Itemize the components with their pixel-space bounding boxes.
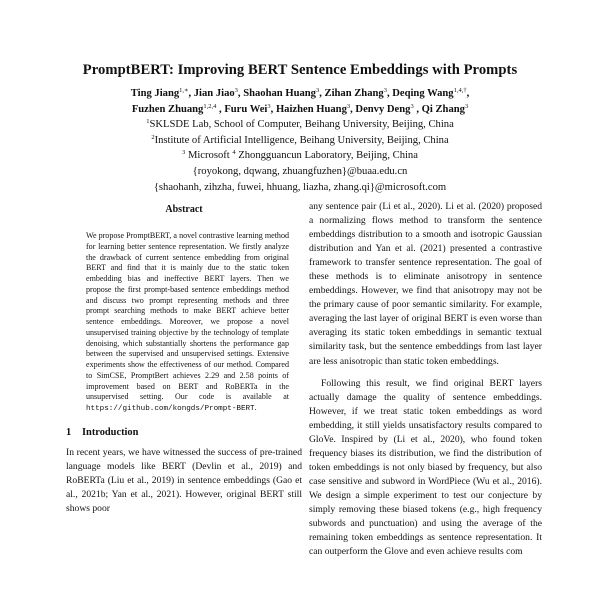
author-name: Zihan Zhang: [324, 88, 384, 99]
author-separator: ,: [270, 103, 276, 115]
author-affiliation-marker: 3: [410, 102, 414, 110]
body-paragraph-2: Following this result, we find original BERT layers actually damage the quality of sentence embeddings. However, if we treat static token embeddings as word embedding, it still yields unsatisfactory results compared to GloVe. Inspired by (Li et al., 2020), who found token frequency biases its distribution, we find the distribution of token embeddings is not only biased by frequency, but also case sensitive and subword in WordPiece (Wu et al., 2016). We design a simple experiment to test our conjecture by simply removing these biased tokens (e.g., high frequency subwords and punctuation) and using the average of the remaining token embeddings as sentence representation. It can outperform the Glove and even achieve results com: [309, 377, 542, 558]
body-paragraph-1: any sentence pair (Li et al., 2020). Li et al. (2020) proposed a normalizing flows method to transform the sentence embeddings distribution to a smooth and isotropic Gaussian distribution and Yan et al. (2021) presented a contrastive framework to transfer sentence representation. The goal of these methods is to eliminate anisotropy in sentence embeddings. However, we find that anisotropy may not be the primary cause of poor semantic similarity. For example, averaging the last layer of original BERT is even worse than averaging its static token embeddings in semantic textual similarity task, but the sentence embeddings from last layer are less anisotropic than static token embeddings.: [309, 201, 542, 367]
affiliation-text: Zhongguancun Laboratory, Beijing, China: [235, 150, 418, 162]
author-affiliation-marker: 1,∗: [179, 87, 189, 94]
affiliation-1: [40, 117, 560, 133]
author-affiliation-marker: 3: [267, 102, 271, 110]
author-separator: ,: [350, 103, 356, 115]
author-separator: ,: [237, 88, 244, 99]
author-separator: ,: [466, 88, 470, 99]
author-affiliation-marker: 3: [234, 87, 238, 94]
affiliation-3: [40, 148, 560, 164]
author-name: Jian Jiao: [193, 88, 235, 99]
author-separator: ,: [188, 88, 194, 99]
paper-title: PromptBERT: Improving BERT Sentence Embeddings with Prompts: [82, 62, 518, 78]
author-name: Deqing Wang: [392, 88, 454, 99]
abstract-end: .: [254, 403, 257, 413]
introduction-paragraph: In recent years, we have witnessed the success of pre-trained language models like BERT (Devlin et al., 2019) and RoBERTa (Liu et al., 2019) in sentence embeddings (Gao et al., 2021b; Yan et al., 2021). However, original BERT still shows poor: [66, 446, 302, 515]
author-affiliation-marker: 1,2,4: [203, 102, 217, 110]
abstract-heading: Abstract: [165, 204, 203, 215]
email-line-2: {shaohanh, zihzha, fuwei, hhuang, liazha, zhang.qi}@microsoft.com: [153, 181, 447, 193]
email-line-1: {royokong, dqwang, zhuangfuzhen}@buaa.edu.cn: [192, 165, 408, 177]
author-name: Shaohan Huang: [243, 88, 316, 99]
affiliation-text: SKLSDE Lab, School of Computer, Beihang University, Beijing, China: [149, 119, 454, 131]
author-block: [40, 86, 560, 195]
authors-line-1: [40, 86, 560, 102]
section-title: Introduction: [82, 426, 139, 438]
author-affiliation-marker: 3: [346, 102, 351, 110]
author-separator: ,: [319, 88, 325, 99]
author-separator: ,: [386, 88, 393, 99]
code-link[interactable]: https://github.com/kongds/Prompt-BERT: [86, 405, 255, 414]
author-affiliation-marker: 1,4,†: [453, 87, 467, 94]
section-heading-introduction: [66, 426, 302, 440]
affiliation-marker: 1: [146, 118, 150, 126]
author-name: Haizhen Huang: [275, 103, 347, 115]
affiliation-text: Microsoft: [185, 150, 233, 162]
section-number: 1: [66, 426, 72, 438]
author-affiliation-marker: 3: [383, 87, 387, 94]
author-name: Furu Wei: [224, 103, 268, 115]
author-name: Ting Jiang: [130, 88, 180, 99]
abstract-text: We propose PromptBERT, a novel contrastive learning method for learning better sentence representation. We firstly analyze the drawback of current sentence embedding from original BERT and find that it is mainly due to the static token embedding bias and ineffective BERT layers. Then we propose the first prompt-based sentence embeddings method and discuss two prompt representing methods and three prompt searching methods to make BERT achieve better sentence embeddings. Moreover, we propose a novel unsupervised training objective by the technology of template denoising, which substantially shortens the performance gap between the supervised and unsupervised settings. Extensive experiments show the effectiveness of our method. Compared to SimCSE, PromptBert achieves 2.29 and 2.58 points of improvement based on BERT and RoBERTa in the unsupervised setting. Our code is available at: [86, 231, 289, 402]
author-separator: ,: [413, 103, 422, 115]
affiliation-marker: 2: [151, 133, 155, 141]
author-name: Qi Zhang: [421, 103, 465, 115]
author-affiliation-marker: 3: [464, 102, 469, 110]
affiliation-marker: 4: [232, 149, 236, 157]
author-separator: ,: [216, 103, 225, 115]
right-column: [309, 200, 542, 559]
abstract-body: [66, 231, 302, 415]
author-affiliation-marker: 3: [315, 87, 320, 94]
authors-line-2: [40, 102, 560, 118]
author-name: Denvy Deng: [355, 103, 411, 115]
left-column: [66, 200, 302, 516]
author-name: Fuzhen Zhuang: [131, 103, 204, 115]
affiliation-2: [40, 133, 560, 149]
affiliation-marker: 3: [182, 149, 186, 157]
affiliation-text: Institute of Artificial Intelligence, Beihang University, Beijing, China: [154, 134, 449, 146]
